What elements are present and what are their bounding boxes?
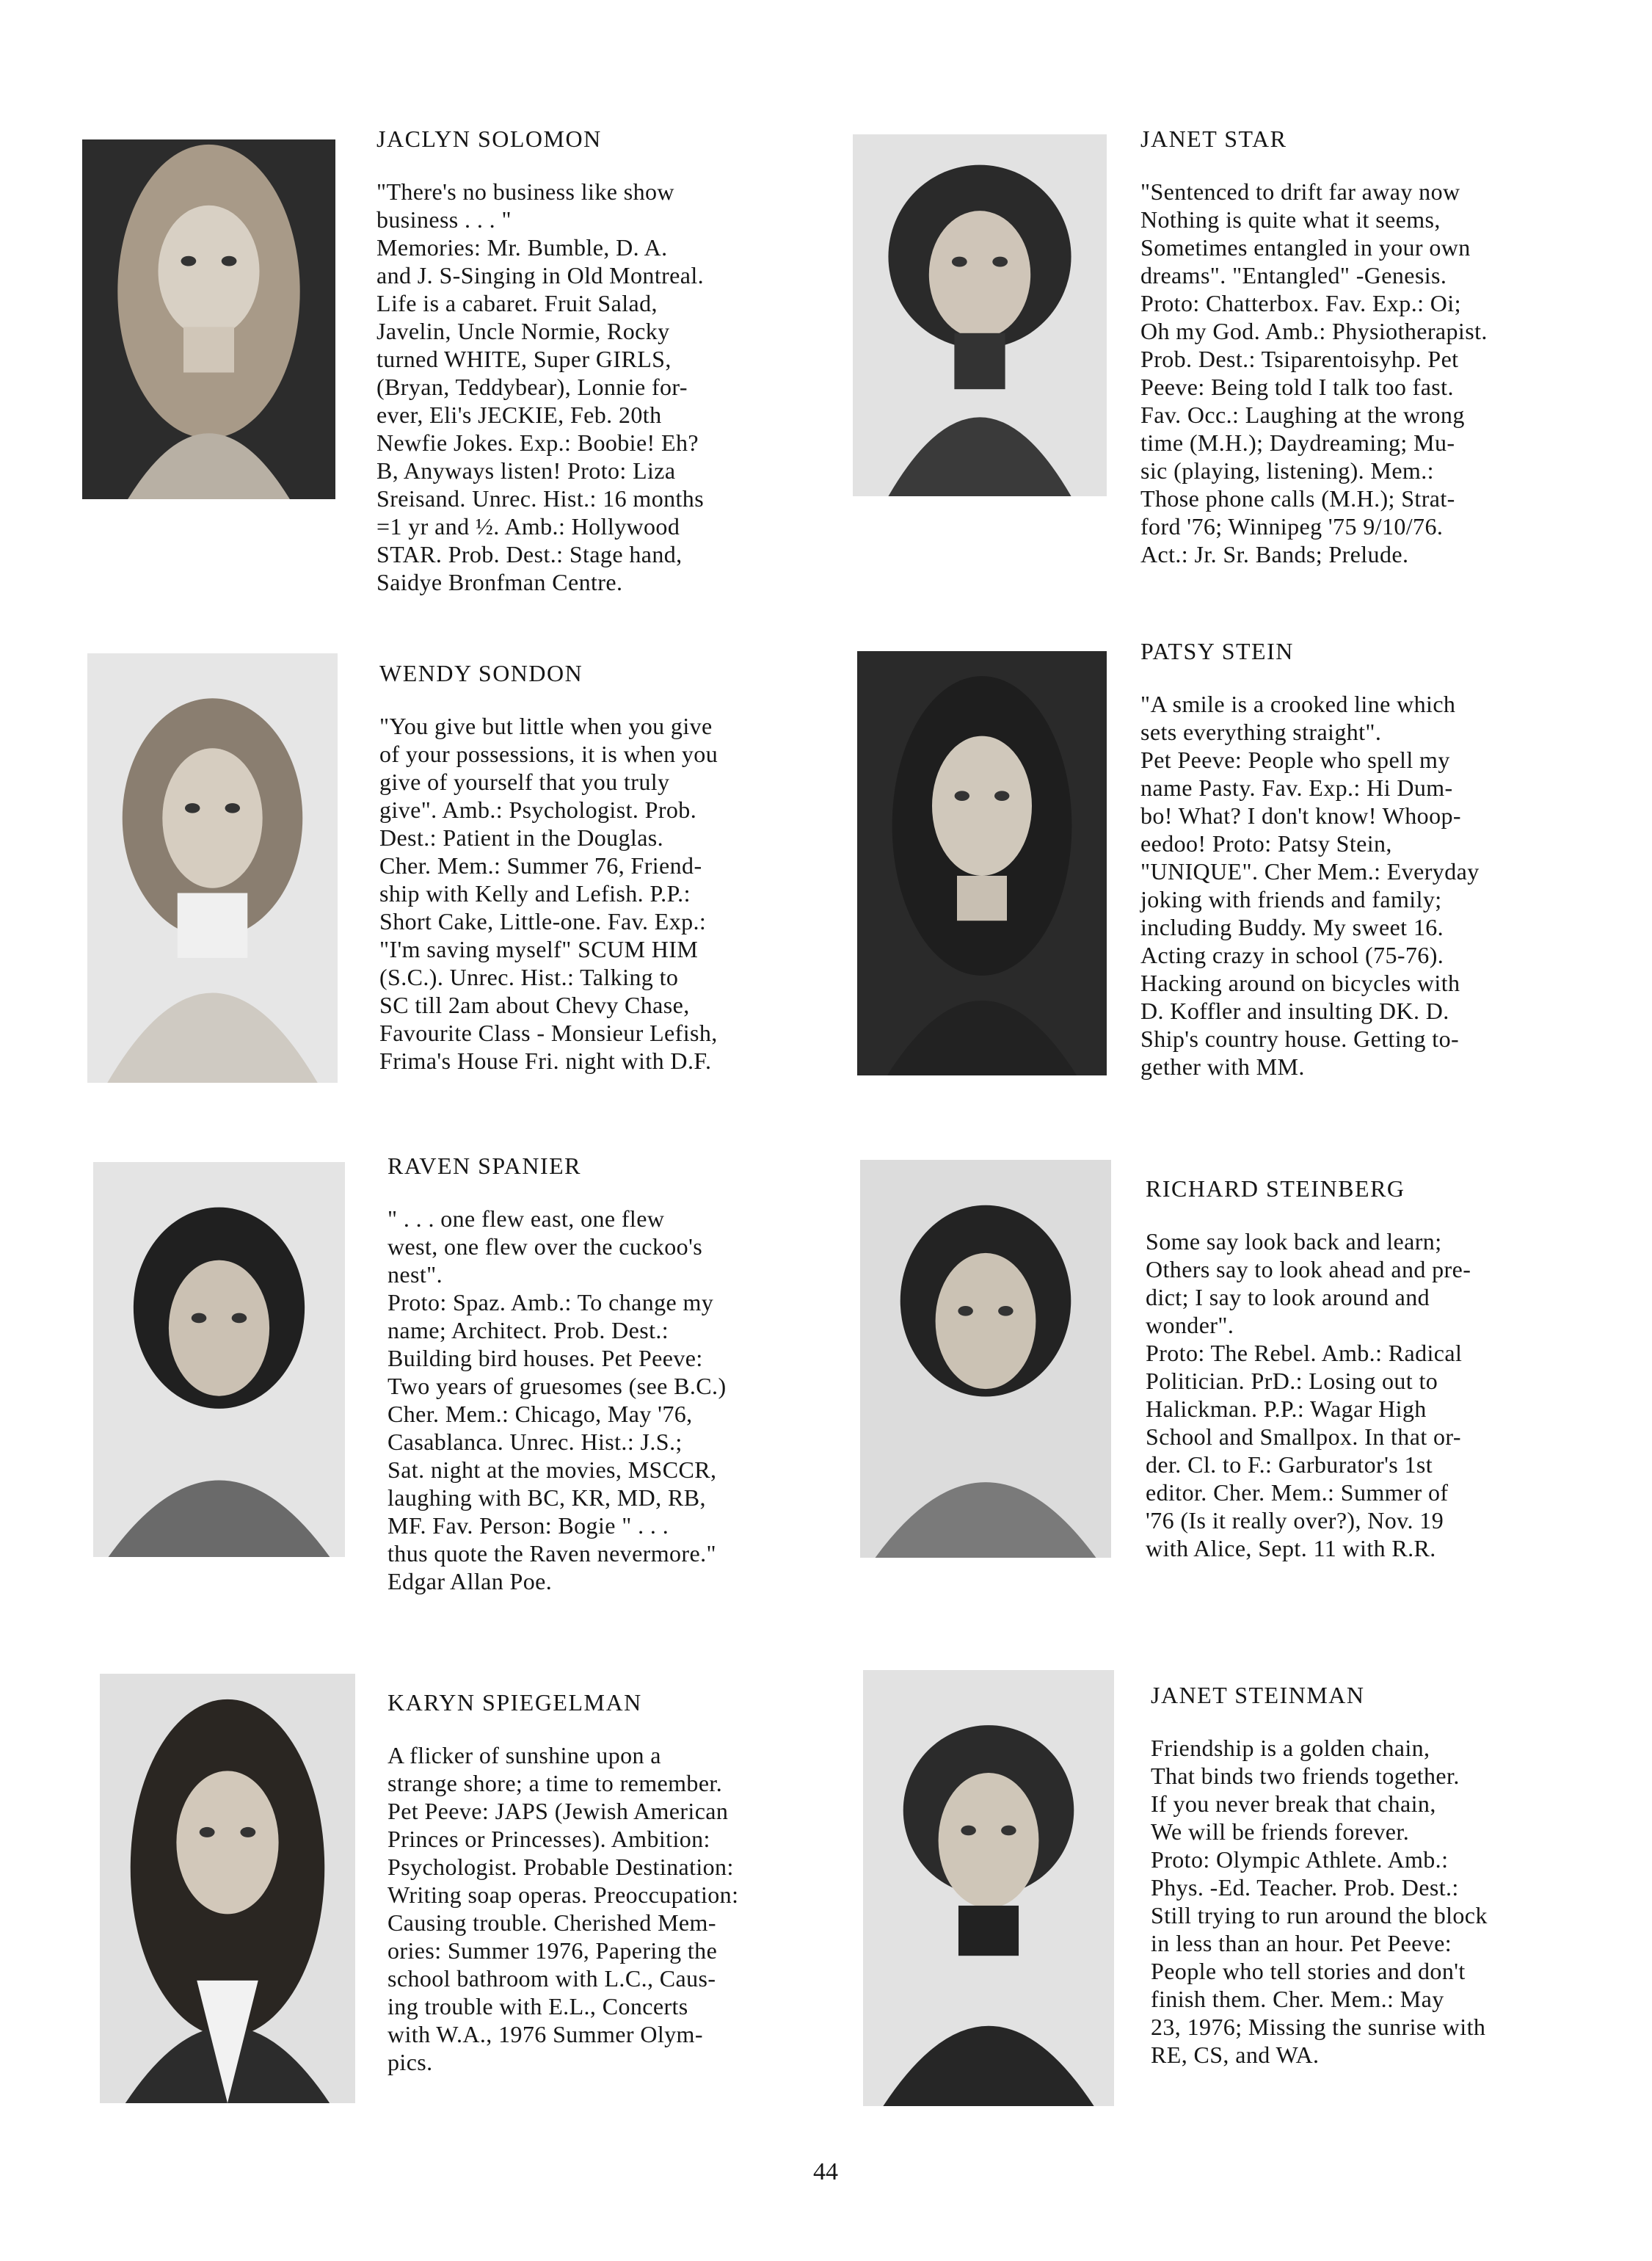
student-entry <box>387 1152 857 1595</box>
portrait-image <box>853 134 1107 496</box>
portrait-image <box>87 653 338 1083</box>
student-name: JANET STEINMAN <box>1151 1682 1365 1708</box>
portrait-photo <box>857 651 1107 1075</box>
portrait-image <box>857 651 1107 1075</box>
portrait-photo <box>863 1670 1114 2106</box>
student-entry <box>387 1688 857 2076</box>
portrait-photo <box>82 139 335 499</box>
student-entry <box>379 659 849 1075</box>
portrait-image <box>860 1160 1111 1558</box>
student-bio: "Sentenced to drift far away now Nothing is quite what it seems, Sometimes entangled in your own dreams". "Entangled" -Genesis. Proto: Chatterbox. Fav. Exp.: Oi; Oh my God. Amb.: Physiotherapist. Prob. Dest.: Tsiparentoisyhp. Pet Peeve: Being told I talk too fast. Fav. Occ.: Laughing at the wrong time (M.H.); Daydreaming; Mu- sic (playing, listening). Mem.: Those phone calls (M.H.); Strat- ford '76; Winnipeg '75 9/10/76. Act.: Jr. Sr. Bands; Prelude. <box>1140 178 1488 567</box>
portrait-image <box>100 1674 355 2103</box>
student-bio: Some say look back and learn; Others say to look ahead and pre- dict; I say to look around and wonder". Proto: The Rebel. Amb.: Radical Politician. PrD.: Losing out to Halickman. P.P.: Wagar High School and Smallpox. In that or- der. Cl. to F.: Garburator's 1st editor. Cher. Mem.: Summer of '76 (Is it really over?), Nov. 19 with Alice, Sept. 11 with R.R. <box>1146 1228 1471 1561</box>
student-name: KARYN SPIEGELMAN <box>387 1689 642 1716</box>
student-name: RICHARD STEINBERG <box>1146 1175 1405 1202</box>
student-entry <box>1140 125 1625 568</box>
portrait-photo <box>853 134 1107 496</box>
student-name: WENDY SONDON <box>379 660 583 686</box>
portrait-image <box>82 139 335 499</box>
student-bio: " . . . one flew east, one flew west, one flew over the cuckoo's nest". Proto: Spaz. Amb.: To change my name; Architect. Prob. Dest.: Building bird houses. Pet Peeve: Two years of gruesomes (see B.C.) Cher. Mem.: Chicago, May '76, Casablanca. Unrec. Hist.: J.S.; Sat. night at the movies, MSCCR, laughing with BC, KR, MD, RB, MF. Fav. Person: Bogie " . . . thus quote the Raven nevermore." Edgar Allan Poe. <box>387 1205 727 1594</box>
student-bio: "You give but little when you give of your possessions, it is when you give of yourself that you truly give". Amb.: Psychologist. Prob. Dest.: Patient in the Douglas. Cher. Mem.: Summer 76, Friend- ship with Kelly and Lefish. P.P.: Short Cake, Little-one. Fav. Exp.: "I'm saving myself" SCUM HIM (S.C.). Unrec. Hist.: Talking to SC till 2am about Chevy Chase, Favourite Class - Monsieur Lefish, Frima's House Fri. night with D.F. <box>379 713 718 1074</box>
student-name: JACLYN SOLOMON <box>376 126 602 152</box>
student-name: PATSY STEIN <box>1140 638 1294 664</box>
portrait-image <box>863 1670 1114 2106</box>
student-entry <box>1146 1175 1630 1562</box>
student-name: RAVEN SPANIER <box>387 1153 582 1179</box>
student-entry <box>1151 1681 1635 2069</box>
portrait-photo <box>100 1674 355 2103</box>
page-number: 44 <box>813 2158 838 2185</box>
portrait-image <box>93 1162 345 1557</box>
portrait-photo <box>87 653 338 1083</box>
portrait-photo <box>93 1162 345 1557</box>
student-bio: "There's no business like show business . . . " Memories: Mr. Bumble, D. A. and J. S-Singing in Old Montreal. Life is a cabaret. Fruit Salad, Javelin, Uncle Normie, Rocky turned WHITE, Super GIRLS, (Bryan, Teddybear), Lonnie for- ever, Eli's JECKIE, Feb. 20th Newfie Jokes. Exp.: Boobie! Eh? B, Anyways listen! Proto: Liza Sreisand. Unrec. Hist.: 16 months =1 yr and ½. Amb.: Hollywood STAR. Prob. Dest.: Stage hand, Saidye Bronfman Centre. <box>376 178 705 595</box>
portrait-photo <box>860 1160 1111 1558</box>
student-entry <box>376 125 846 596</box>
student-bio: A flicker of sunshine upon a strange shore; a time to remember. Pet Peeve: JAPS (Jewish American Princes or Princesses). Ambition: Psychologist. Probable Destination: Writing soap operas. Preoccupation: Causing trouble. Cherished Mem- ories: Summer 1976, Papering the school bathroom with L.C., Caus- ing trouble with E.L., Concerts with W.A., 1976 Summer Olym- pics. <box>387 1742 739 2075</box>
student-bio: "A smile is a crooked line which sets everything straight". Pet Peeve: People who spell my name Pasty. Fav. Exp.: Hi Dum- bo! What? I don't know! Whoop- eedoo! Proto: Patsy Stein, "UNIQUE". Cher Mem.: Everyday joking with friends and family; including Buddy. My sweet 16. Acting crazy in school (75-76). Hacking around on bicycles with D. Koffler and insulting DK. D. Ship's country house. Getting to- gether with MM. <box>1140 691 1480 1080</box>
student-bio: Friendship is a golden chain, That binds two friends together. If you never break that chain, We will be friends forever. Proto: Olympic Athlete. Amb.: Phys. -Ed. Teacher. Prob. Dest.: Still trying to run around the block in less than an hour. Pet Peeve: People who tell stories and don't finish them. Cher. Mem.: May 23, 1976; Missing the sunrise with RE, CS, and WA. <box>1151 1735 1488 2068</box>
student-name: JANET STAR <box>1140 126 1287 152</box>
student-entry <box>1140 637 1625 1081</box>
